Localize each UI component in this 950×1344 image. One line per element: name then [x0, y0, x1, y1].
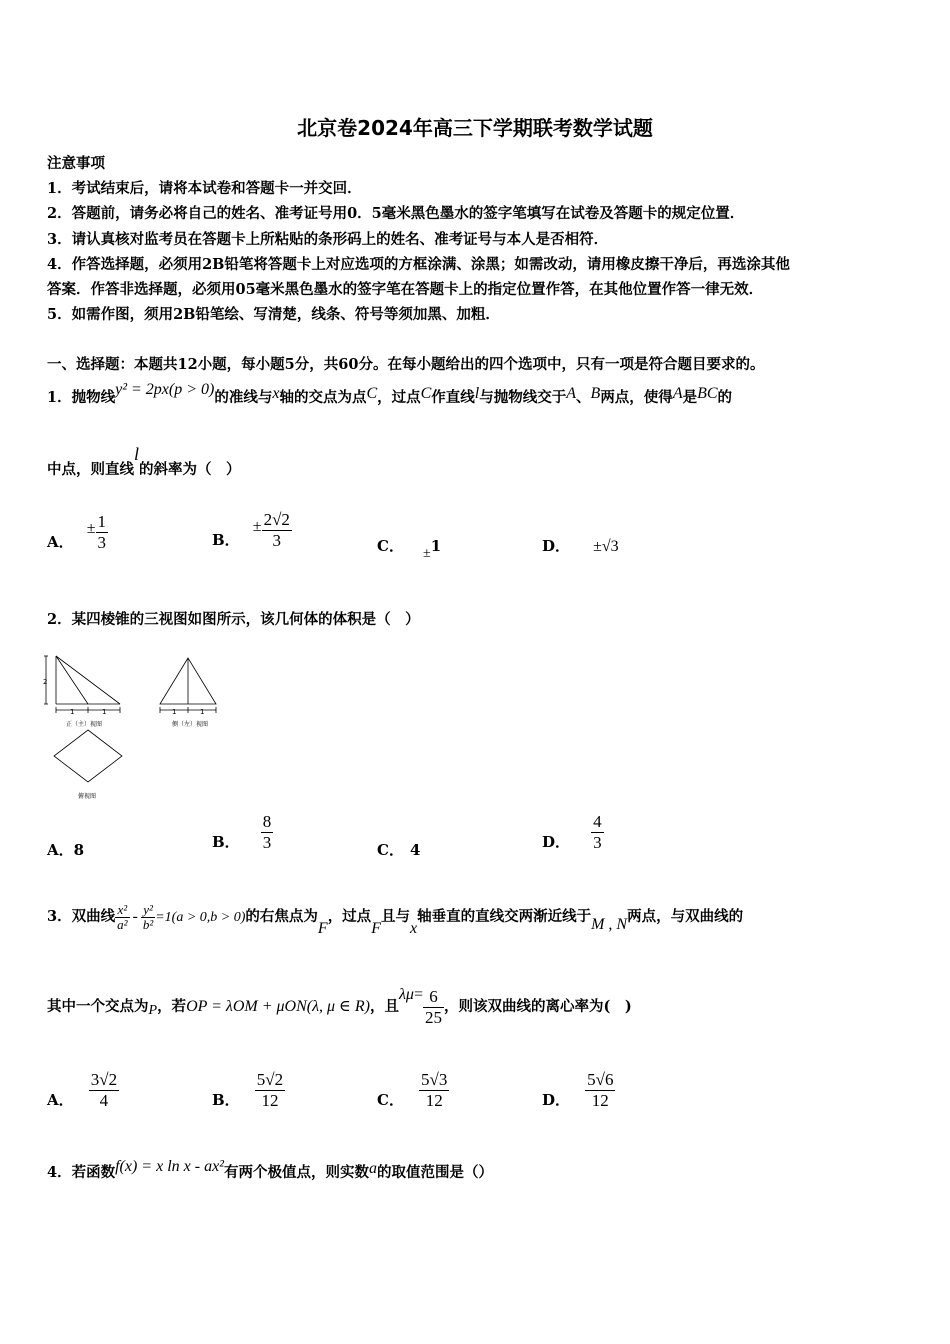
side-width-label: 1 — [200, 708, 205, 716]
top-view-caption: 俯视图 — [78, 793, 97, 800]
q2-option-d[interactable]: D． $\frac{4}{3}$ — [542, 812, 602, 852]
q2-option-a[interactable]: A．8 — [47, 841, 85, 859]
q2-option-b[interactable]: B． $\frac{8}{3}$ — [212, 812, 272, 852]
q2-option-c[interactable]: C． 4 — [377, 841, 421, 859]
q3-option-c[interactable]: C． $\frac{5√3}{12}$ — [377, 1070, 448, 1110]
section-heading: 一、选择题：本题共12小题，每小题5分，共60分。在每小题给出的四个选项中，只有一项是符合题目要求的。 — [47, 356, 765, 373]
front-height-label: 2 — [43, 678, 48, 686]
vector-equation: OP = λOM + μON(λ, μ ∈ R) — [186, 998, 370, 1015]
question-1-line1: 1．抛物线y² = 2px(p > 0)的准线与x轴的交点为点C，过点C作直线l与抛物线交于A、B两点，使得A是BC的 — [47, 381, 733, 406]
front-view — [44, 656, 120, 713]
note-item: 答案．作答非选择题，必须用05毫米黑色墨水的签字笔在答题卡上的指定位置作答，在其他位置作答一律无效． — [47, 281, 764, 298]
note-item: 4．作答选择题，必须用2B铅笔将答题卡上对应选项的方框涂满、涂黑；如需改动，请用橡皮擦干净后，再选涂其他 — [47, 256, 790, 273]
q3-option-d[interactable]: D． $\frac{5√6}{12}$ — [542, 1070, 614, 1110]
question-1-line2: 中点，则直线l的斜率为（ ） — [47, 444, 241, 478]
note-item: 5．如需作图，须用2B铅笔绘、写清楚，线条、符号等须加黑、加粗． — [47, 306, 500, 323]
front-width-label: 1 — [102, 708, 107, 716]
note-item: 2．答题前，请务必将自己的姓名、准考证号用0．5毫米黑色墨水的签字笔填写在试卷及答题卡的规定位置． — [47, 205, 745, 222]
question-2-stem: 2．某四棱锥的三视图如图所示，该几何体的体积是（ ） — [47, 611, 420, 628]
side-width-label: 1 — [172, 708, 177, 716]
front-view-caption: 正（主）视图 — [66, 721, 103, 728]
q1-option-a[interactable]: A． ± $\frac{1}{3}$ — [47, 512, 107, 552]
three-view-figure — [40, 648, 230, 803]
question-3-line1: 3．双曲线 $\frac{\text{x²}}{\text{a²}}$ - $\frac{\text{y²}}{\text{b²}}$ =1(a > 0,b > 0)的右焦点为F，过点F且与x轴垂直的直线交两渐近线于M , N两点，与双曲线的 — [47, 901, 744, 937]
note-item: 1．考试结束后，请将本试卷和答题卡一并交回． — [47, 180, 362, 197]
q1-option-b[interactable]: B． ± $\frac{2√2}{3}$ — [212, 510, 290, 550]
q3-option-b[interactable]: B． $\frac{5√2}{12}$ — [212, 1070, 284, 1110]
page-title: 北京卷2024年高三下学期联考数学试题 — [297, 116, 653, 140]
parabola-equation: y² = 2px(p > 0) — [115, 381, 215, 398]
side-view-caption: 侧（左）视图 — [172, 721, 209, 728]
function-expression: f(x) = x ln x - ax² — [115, 1158, 224, 1175]
q1-option-c[interactable]: C． ±1 — [377, 537, 442, 561]
top-view — [54, 730, 122, 782]
question-4-stem: 4．若函数f(x) = x ln x - ax²有两个极值点，则实数a的取值范围是（） — [47, 1158, 493, 1181]
q1-option-d[interactable]: D． ±√3 — [542, 537, 619, 555]
question-3-line2: 其中一个交点为P，若OP = λOM + μON(λ, μ ∈ R)，且λμ= $\frac{6}{25}$ ，则该双曲线的离心率为( ) — [47, 986, 632, 1027]
side-view — [160, 658, 216, 713]
q3-option-a[interactable]: A． $\frac{3√2}{4}$ — [47, 1070, 118, 1110]
notes-heading: 注意事项 — [47, 155, 105, 172]
note-item: 3．请认真核对监考员在答题卡上所粘贴的条形码上的姓名、准考证号与本人是否相符． — [47, 231, 609, 248]
front-width-label: 1 — [70, 708, 75, 716]
